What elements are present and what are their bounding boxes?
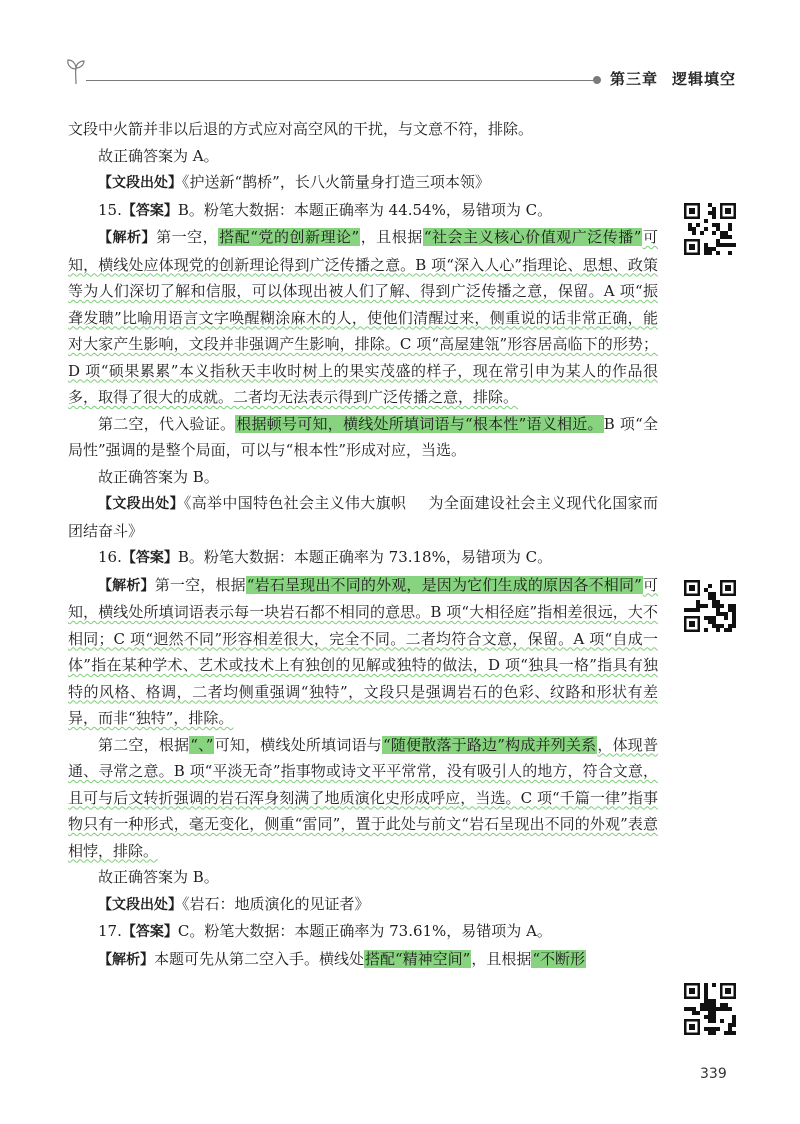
analysis-text: 第二空，代入验证。 xyxy=(98,414,236,433)
analysis-bracket: 【解析】 xyxy=(98,230,157,246)
answer-text: B。粉笔大数据：本题正确率为 44.54%，易错项为 C。 xyxy=(177,200,553,219)
page-content xyxy=(68,116,658,973)
page-number: 339 xyxy=(700,1066,727,1082)
source-title: 《岩石：地质演化的见证者》 xyxy=(182,894,370,913)
analysis-text: ，且根据 xyxy=(360,228,423,246)
analysis-text-underlined: 可知，横线处应体现党的创新理论得到广泛传播之意。B 项“深入人心”指理论、思想、政策等为人们深切了解和信服，可以体现出被人们了解、得到广泛传播之意，保留。A 项“振聋发聩”比喻用语言文字唤醒糊涂麻木的人，使他们清醒过来，侧重说的话非常正确，能对大家产生影响，文段并非强调产生影响，排除。C 项“高屋建瓴”形容居高临下的形势；D 项“硕果累累”本义指秋天丰收时树上的果实茂盛的样子，现在常引申为某人的作品很多，取得了很大的成就。二者均无法表示得到广泛传播之意，排除。 xyxy=(68,228,658,406)
sprout-icon xyxy=(64,56,88,86)
highlight: “随便散落于路边”构成并列关系 xyxy=(382,735,597,754)
answer-bracket: 【答案】 xyxy=(121,202,178,219)
question-number: 15. xyxy=(98,200,122,219)
header-rule-dot xyxy=(593,76,601,84)
analysis-16-blank1 xyxy=(68,572,658,732)
analysis-text: 可知，横线处所填词语与 xyxy=(214,735,382,754)
answer-15 xyxy=(68,197,658,225)
highlight: 根据顿号可知，横线处所填词语与“根本性”语义相近。 xyxy=(236,414,603,433)
analysis-15-blank1 xyxy=(68,224,658,411)
conclusion-16: 故正确答案为 B。 xyxy=(98,868,219,886)
analysis-bracket: 【解析】 xyxy=(98,951,154,968)
analysis-text: ，且根据 xyxy=(471,949,532,968)
analysis-text-underlined: ，体现普通、寻常之意。B 项“平淡无奇”指事物或诗文平平常常，没有吸引人的地方，符合文意，且可与后文转折强调的岩石浑身刻满了地质演化史形成呼应，当选。C 项“千篇一律”指事物只有一种形式，毫无变化，侧重“雷同”，置于此处与前文“岩石呈现出不同的外观”表意相悖，排除。 xyxy=(68,735,658,860)
answer-text: B。粉笔大数据：本题正确率为 73.18%，易错项为 C。 xyxy=(177,548,553,566)
chapter-title: 逻辑填空 xyxy=(672,70,737,88)
highlight: “岩石呈现出不同的外观，是因为它们生成的原因各不相同” xyxy=(246,575,642,594)
source-bracket: 【文段出处】 xyxy=(98,175,182,191)
analysis-16-blank2 xyxy=(68,732,658,865)
analysis-text: 第二空，根据 xyxy=(98,735,190,754)
source-14 xyxy=(68,169,658,197)
qr-code-icon[interactable] xyxy=(684,983,736,1035)
source-bracket: 【文段出处】 xyxy=(98,496,184,512)
analysis-15-blank2 xyxy=(68,411,658,464)
analysis-text: 本题可先从第二空入手。横线处 xyxy=(154,949,365,968)
answer-bracket: 【答案】 xyxy=(121,550,178,566)
question-number: 16. xyxy=(98,548,122,566)
highlight: “社会主义核心价值观广泛传播” xyxy=(423,228,642,246)
chapter-label xyxy=(610,68,736,89)
qr-code-icon[interactable] xyxy=(684,580,736,632)
qr-code-icon[interactable] xyxy=(684,203,736,255)
source-16 xyxy=(68,891,658,919)
question-number: 17. xyxy=(98,922,122,940)
analysis-text-underlined: 可知，横线处所填词语表示每一块岩石都不相同的意思。B 项“大相径庭”指相差很远，大不相同；C 项“迥然不同”形容相差很大，完全不同。二者均符合文意，保留。A 项“自成一体”指在某种学术、艺术或技术上有独创的见解或独特的做法，D 项“独具一格”指具有独特的风格、格调，二者均侧重强调“独特”，文段只是强调岩石的色彩、纹路和形状有差异，而非“独特”，排除。 xyxy=(68,575,658,727)
source-15 xyxy=(68,490,658,544)
source-bracket: 【文段出处】 xyxy=(98,896,182,913)
source-title-part1: 《高举中国特色社会主义伟大旗帜 xyxy=(183,494,407,512)
conclusion-14: 故正确答案为 A。 xyxy=(98,146,219,165)
conclusion-15: 故正确答案为 B。 xyxy=(98,467,219,486)
analysis-17 xyxy=(68,946,658,974)
analysis-text: B 项“全局性”强调的是整个局面，可以与“根本性”形成对应，当选。 xyxy=(68,414,658,459)
highlight: “不断形 xyxy=(532,949,586,968)
analysis-text: 第一空，根据 xyxy=(154,575,246,594)
analysis-text: 第一空， xyxy=(156,228,219,246)
answer-bracket: 【答案】 xyxy=(121,924,178,940)
header-rule xyxy=(86,80,596,81)
answer-17 xyxy=(68,918,658,946)
source-title: 《护送新“鹊桥”，长八火箭量身打造三项本领》 xyxy=(182,173,490,191)
highlight: “、” xyxy=(190,735,214,754)
analysis-bracket: 【解析】 xyxy=(98,577,155,594)
answer-text: C。粉笔大数据：本题正确率为 73.61%，易错项为 A。 xyxy=(177,922,552,940)
answer-16 xyxy=(68,544,658,572)
highlight: 搭配“党的创新理论” xyxy=(219,228,360,246)
source-title-part2: 为全面建设社会主义现代化国家而团结奋斗》 xyxy=(68,494,658,540)
highlight: 搭配“精神空间” xyxy=(365,949,471,968)
running-header xyxy=(64,56,736,92)
paragraph-continuation: 文段中火箭并非以后退的方式应对高空风的干扰，与文意不符，排除。 xyxy=(68,120,534,138)
chapter-number: 第三章 xyxy=(610,70,659,88)
